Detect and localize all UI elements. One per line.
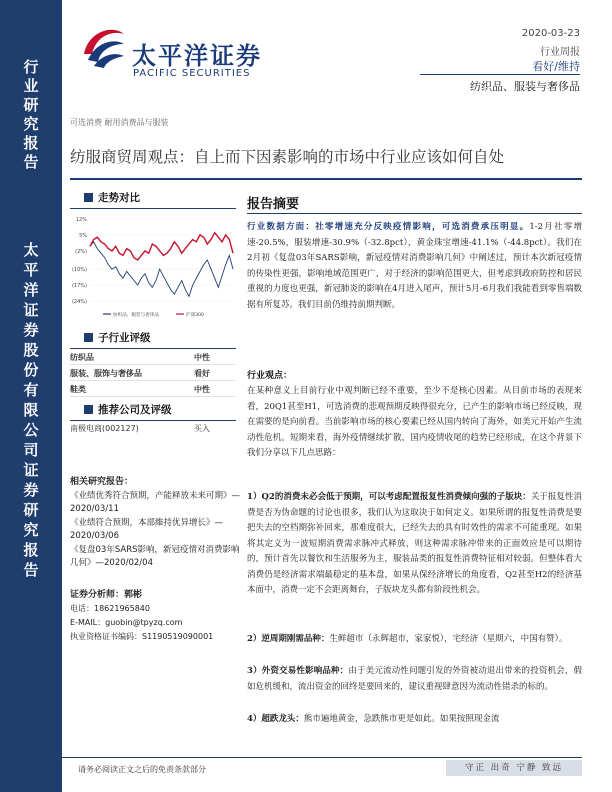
sub-industry-rating: 看好 (194, 369, 210, 378)
related-header: 相关研究报告： (70, 477, 134, 487)
related-item[interactable]: 《复盘03年SARS影响，新冠疫情对消费影响几何》—2020/02/04 (70, 544, 240, 568)
table-row (70, 365, 236, 381)
footer-slogan: 守正 出奇 宁静 致远 (446, 760, 582, 776)
sidebar-bottom-label: 太 平 洋 证 券 股 份 有 限 公 司 证 券 研 究 报 告 (23, 241, 39, 579)
table-row (70, 349, 236, 365)
paragraph-lead: 1）Q2的消费未必会低于预期，可以考虑配置报复性消费倾向强的子版块： (247, 492, 531, 502)
sub-industry-rating: 中性 (194, 385, 210, 394)
paragraph-lead: 行业数据方面：社零增速充分反映疫情影响，可选消费承压明显。 (247, 222, 530, 232)
y-tick-label: 5% (79, 232, 87, 239)
analyst-license: 执业资格证书编码：S1190519090001 (70, 632, 214, 641)
category-label: 可选消费 耐用消费品与服装 (70, 118, 169, 127)
report-date: 2020-03-23 (521, 28, 580, 39)
page-title: 纺服商贸周观点：自上而下因素影响的市场中行业应该如何自处 (70, 148, 505, 166)
analyst-phone: 电话：18621965840 (70, 604, 150, 613)
industry-name: 纺织品、服装与奢侈品 (470, 80, 580, 93)
sub-industry-name: 服装、服饰与奢侈品 (70, 369, 142, 378)
sidebar-top-label: 行 业 研 究 报 告 (23, 58, 39, 171)
recommend-label: 推荐公司及评级 (98, 404, 172, 416)
section-square-icon (84, 333, 93, 342)
company-logo-icon (78, 20, 128, 70)
logo-cn: 太平洋证券 (132, 42, 262, 70)
abstract-paragraph-6 (247, 712, 582, 728)
related-item[interactable]: 《业绩优秀符合预期，产能释放未来可期》—2020/03/11 (70, 490, 241, 514)
report-type: 行业周报 (540, 47, 580, 58)
y-tick-label: (24%) (71, 299, 87, 305)
company-name: 南极电商(002127) (70, 424, 139, 433)
sub-industry-name: 纺织品 (70, 353, 94, 362)
related-item[interactable]: 《业绩符合预期，本部維持优异增长》—2020/03/06 (70, 517, 224, 541)
paragraph-body: 熊市遍地黄金，急跌熊市更是如此。如果按照现金流 (303, 714, 500, 724)
legend-label: 沪深300 (186, 313, 204, 318)
paragraph-body: 生鲜超市（永辉超市，家家悦），宅经济（星期六，中国有赞）。 (329, 634, 568, 644)
abstract-paragraph-5 (247, 664, 582, 695)
footer-disclaimer: 请务必阅读正文之后的免责条款部分 (78, 765, 206, 774)
abstract-paragraph-1 (247, 220, 582, 313)
abstract-paragraph-4 (247, 632, 582, 648)
footer-divider (62, 757, 582, 758)
header-divider (420, 74, 580, 75)
table-row (70, 420, 236, 435)
analyst-header: 证券分析师：郭彬 (70, 590, 143, 600)
paragraph-lead: 3）外资交易性影响品种： (247, 666, 349, 676)
y-tick-label: (10%) (71, 267, 87, 274)
trend-label: 走势对比 (98, 192, 140, 204)
industry-rating: 看好/维持 (532, 60, 580, 73)
title-divider (70, 178, 582, 180)
paragraph-body: 由于美元流动性问题引发的外资被动退出带来的投资机会，假如危机缓和，流出资金的回终是要回来的，建议重视肆意因为流动性错杀的标的。 (247, 666, 582, 692)
sub-industry-rating: 中性 (194, 353, 210, 362)
sub-industry-name: 鞋类 (70, 385, 86, 394)
view-title: 行业观点： (247, 371, 293, 381)
paragraph-lead: 4）超跌龙头： (247, 714, 304, 724)
related-reports (70, 476, 240, 571)
sub-industry-label: 子行业评级 (98, 332, 151, 344)
y-tick-label: (2%) (75, 248, 87, 255)
y-tick-label: 12% (75, 217, 87, 223)
table-row (70, 381, 236, 397)
paragraph-lead: 2）逆周期刚需品种： (247, 634, 330, 644)
analyst-info (70, 588, 240, 644)
recommend-table (70, 420, 236, 435)
abstract-paragraph-3 (247, 490, 582, 599)
sidebar-band (0, 0, 62, 792)
section-divider (70, 208, 236, 209)
paragraph-body: 1-2月社零增速-20.5%，服装增速-30.9%（-32.8pct），黄金珠宝增速-41.1%（-44.8pct）。我们在2月初《复盘03年SARS影响，新冠疫情对消费影响几何》中阐述过，预计本次新冠疫情的传染性更强，影响地域范围更广，对于经济的影响范围更大，但考虑到政府防控和居民重视的力度也更强，新冠肺炎的影响在4月进入尾声，预计5月-6月我们我能看到零售端数据有所复苏。我们目前仍维持前期判断。 (247, 222, 582, 310)
company-rating: 买入 (194, 424, 210, 433)
sub-industry-table (70, 349, 236, 397)
section-square-icon (84, 405, 93, 414)
analyst-email[interactable]: E-MAIL：guobin@tpyzq.com (70, 618, 183, 627)
trend-section-header (70, 190, 236, 206)
y-tick-label: (17%) (71, 283, 87, 290)
trend-chart (68, 213, 238, 323)
abstract-divider (247, 213, 582, 214)
recommend-section-header (70, 402, 236, 418)
legend-label: 纺织品、服装与奢侈品 (113, 313, 159, 318)
abstract-title: 报告摘要 (247, 197, 300, 212)
sub-industry-section-header (70, 330, 236, 346)
logo-en: PACIFIC SECURITIES (133, 68, 251, 79)
paragraph-body: 关于报复性消费是否为伪命题的讨论也很多，我们认为这取决于如何定义。如果所谓的报复性消费是要把失去的空档期弥补回来，那难度很大，已经失去的具有时效性的需求不可能重现。如果将其定义为一波短期消费需求脉冲式释放，则这种需求脉冲带来的正面效应是可以期待的，预计首先以餐饮和生活服务为主，服装品类的报复性消费特征相对较弱。但整体看大消费仍是经济需求端最稳定的基本盘，如果从保经济增长的角度看，Q2甚至H2的经济基本面中，消费一定不会距离舞台，子版块龙头都有阶段性机会。 (247, 492, 582, 595)
section-square-icon (84, 193, 93, 202)
abstract-paragraph-2: 在某种意义上目前行业中观判断已经不重要，至少不是核心因素。从目前市场的表现来看，20Q1甚至H1，可选消费的悲观预期反映得很充分，已产生的影响市场已经反映，现在需要的是向前看。当前影响市场的核心要素已经从国内转向了海外，如美元开始产生流动性危机。短期来看，海外疫情继续扩散，国内疫情收尾的趋势已经形成，在这个背景下我们分享以下几点思路： (247, 386, 582, 458)
series-line-1 (90, 233, 233, 260)
